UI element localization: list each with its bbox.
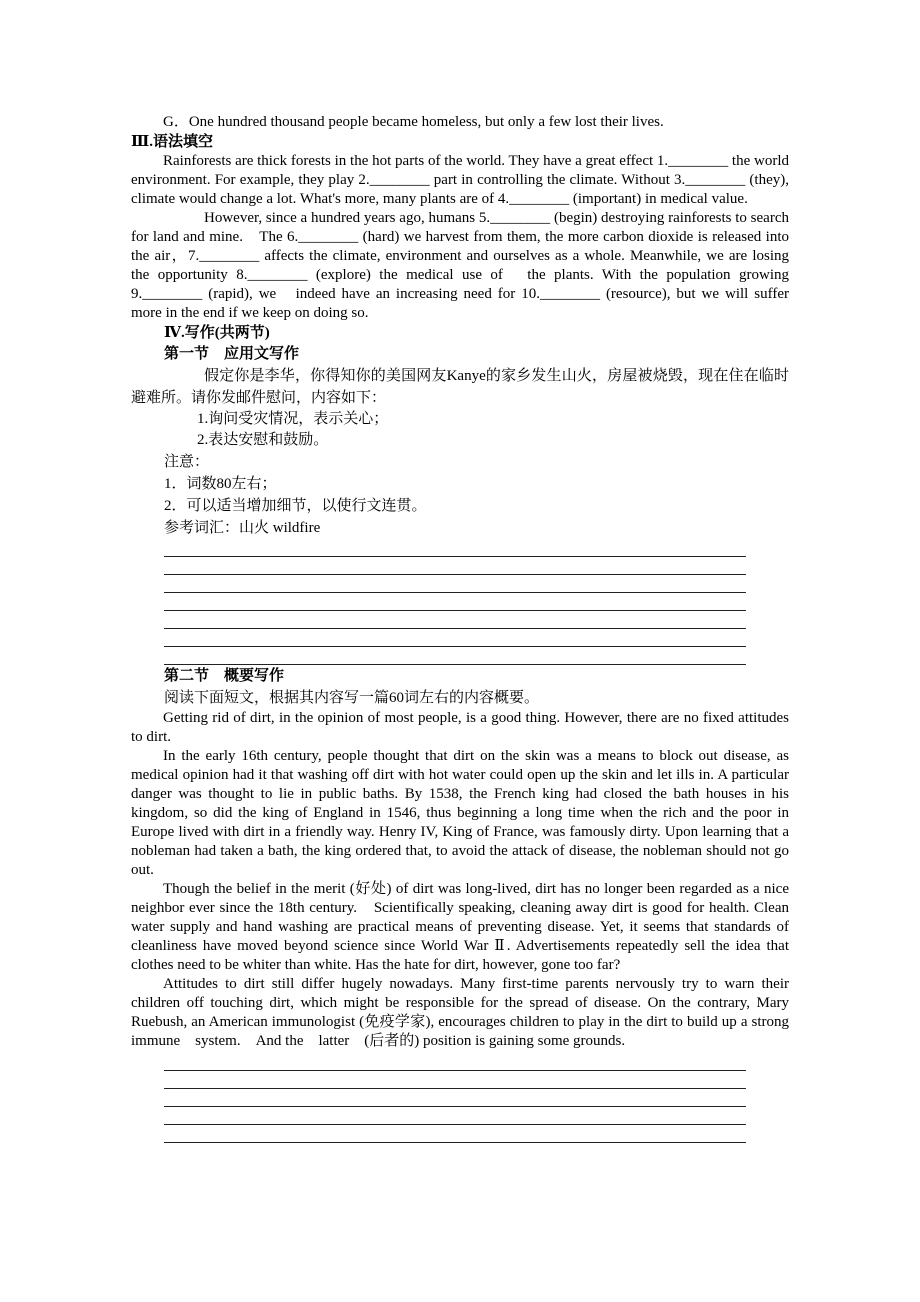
notes-label: 注意： (164, 454, 210, 470)
answer-line[interactable] (164, 1053, 746, 1071)
answer-line[interactable] (164, 611, 746, 629)
reference-vocabulary: 参考词汇：山火 wildfire (164, 520, 321, 536)
passage-paragraph: Getting rid of dirt, in the opinion of most people, is a good thing. However, there are no fixed attitudes to dirt. (131, 710, 789, 745)
passage-paragraph: Though the belief in the merit (好处) of dirt was long-lived, dirt has no longer been regarded as a nice neighbor ever since the 18th century. Scientifically speaking, cleaning away dirt is good for health. Clean water supply and hand washing are practical means of preventing disease. Yet, it seems that standards of cleanliness have moved beyond science since World War Ⅱ. Advertisements repeatedly sell the idea that clothes need to be whiter than white. Has the hate for dirt, however, gone too far? (131, 881, 789, 973)
section1-heading: 第一节 应用文写作 (164, 346, 300, 362)
answer-line[interactable] (164, 1089, 746, 1107)
grammar-paragraph-2: However, since a hundred years ago, humans 5.________ (begin) destroying rainforests to search for land and mine. The 6.________ (hard) we harvest from them, the more carbon dioxide is released into the air，7.________ affects the climate, environment and ourselves as a whole. Meanwhile, we are losing the opportunity 8.________ (explore) the medical use of the plants. With the population growing 9.________ (rapid), we indeed have an increasing need for 10.________ (resource), but we will suffer more in the end if we keep on doing so. (131, 210, 789, 321)
note-item: 1．词数80左右； (164, 476, 277, 492)
answer-line[interactable] (164, 557, 746, 575)
note-item: 2．可以适当增加细节，以使行文连贯。 (164, 498, 427, 514)
option-g: G．One hundred thousand people became homeless, but only a few lost their lives. (163, 114, 664, 130)
section2-heading: 第二节 概要写作 (164, 668, 285, 684)
passage-paragraph: In the early 16th century, people thought that dirt on the skin was a means to block out disease, as medical opinion had it that washing off dirt with hot water could open up the skin and let ills in. A particular danger was thought to lie in public baths. By 1538, the French king had closed the bath houses in his kingdom, so did the king of England in 1546, thus beginning a long time when the rich and the poor in Europe lived with dirt in a friendly way. Henry IV, King of France, was famously dirty. Upon learning that a nobleman had taken a bath, the king ordered that, to avoid the attack of disease, the nobleman should not go out. (131, 748, 789, 878)
grammar-paragraph-1: Rainforests are thick forests in the hot parts of the world. They have a great effect 1.________ the world environment. For example, they play 2.________ part in controlling the climate. Without 3.________ (they), climate would change a lot. What's more, many plants are of 4.________ (important) in medical value. (131, 153, 789, 207)
answer-lines-section2[interactable] (164, 1053, 746, 1143)
section1-prompt: 假定你是李华，你得知你的美国网友Kanye的家乡发生山火，房屋被烧毁，现在住在临时避难所。请你发邮件慰问，内容如下： (131, 368, 789, 406)
worksheet-page (131, 113, 789, 1143)
section1-point: 2.表达安慰和鼓励。 (197, 432, 329, 448)
answer-line[interactable] (164, 1125, 746, 1143)
answer-lines-section1[interactable] (164, 539, 746, 665)
passage-paragraph: Attitudes to dirt still differ hugely nowadays. Many first-time parents nervously try to warn their children off touching dirt, which might be responsible for the spread of disease. On the contrary, Mary Ruebush, an American immunologist (免疫学家), encourages children to play in the dirt to build up a strong immune system. And the latter (后者的) position is gaining some grounds. (131, 976, 789, 1049)
answer-line[interactable] (164, 1107, 746, 1125)
writing-heading: Ⅳ.写作(共两节) (164, 325, 270, 341)
answer-line[interactable] (164, 575, 746, 593)
answer-line[interactable] (164, 629, 746, 647)
answer-line[interactable] (164, 539, 746, 557)
section1-point: 1.询问受灾情况，表示关心； (197, 411, 389, 427)
grammar-fill-heading: Ⅲ.语法填空 (131, 134, 214, 150)
answer-line[interactable] (164, 593, 746, 611)
section2-instruction: 阅读下面短文，根据其内容写一篇60词左右的内容概要。 (164, 690, 540, 706)
answer-line[interactable] (164, 1071, 746, 1089)
answer-line[interactable] (164, 647, 746, 665)
